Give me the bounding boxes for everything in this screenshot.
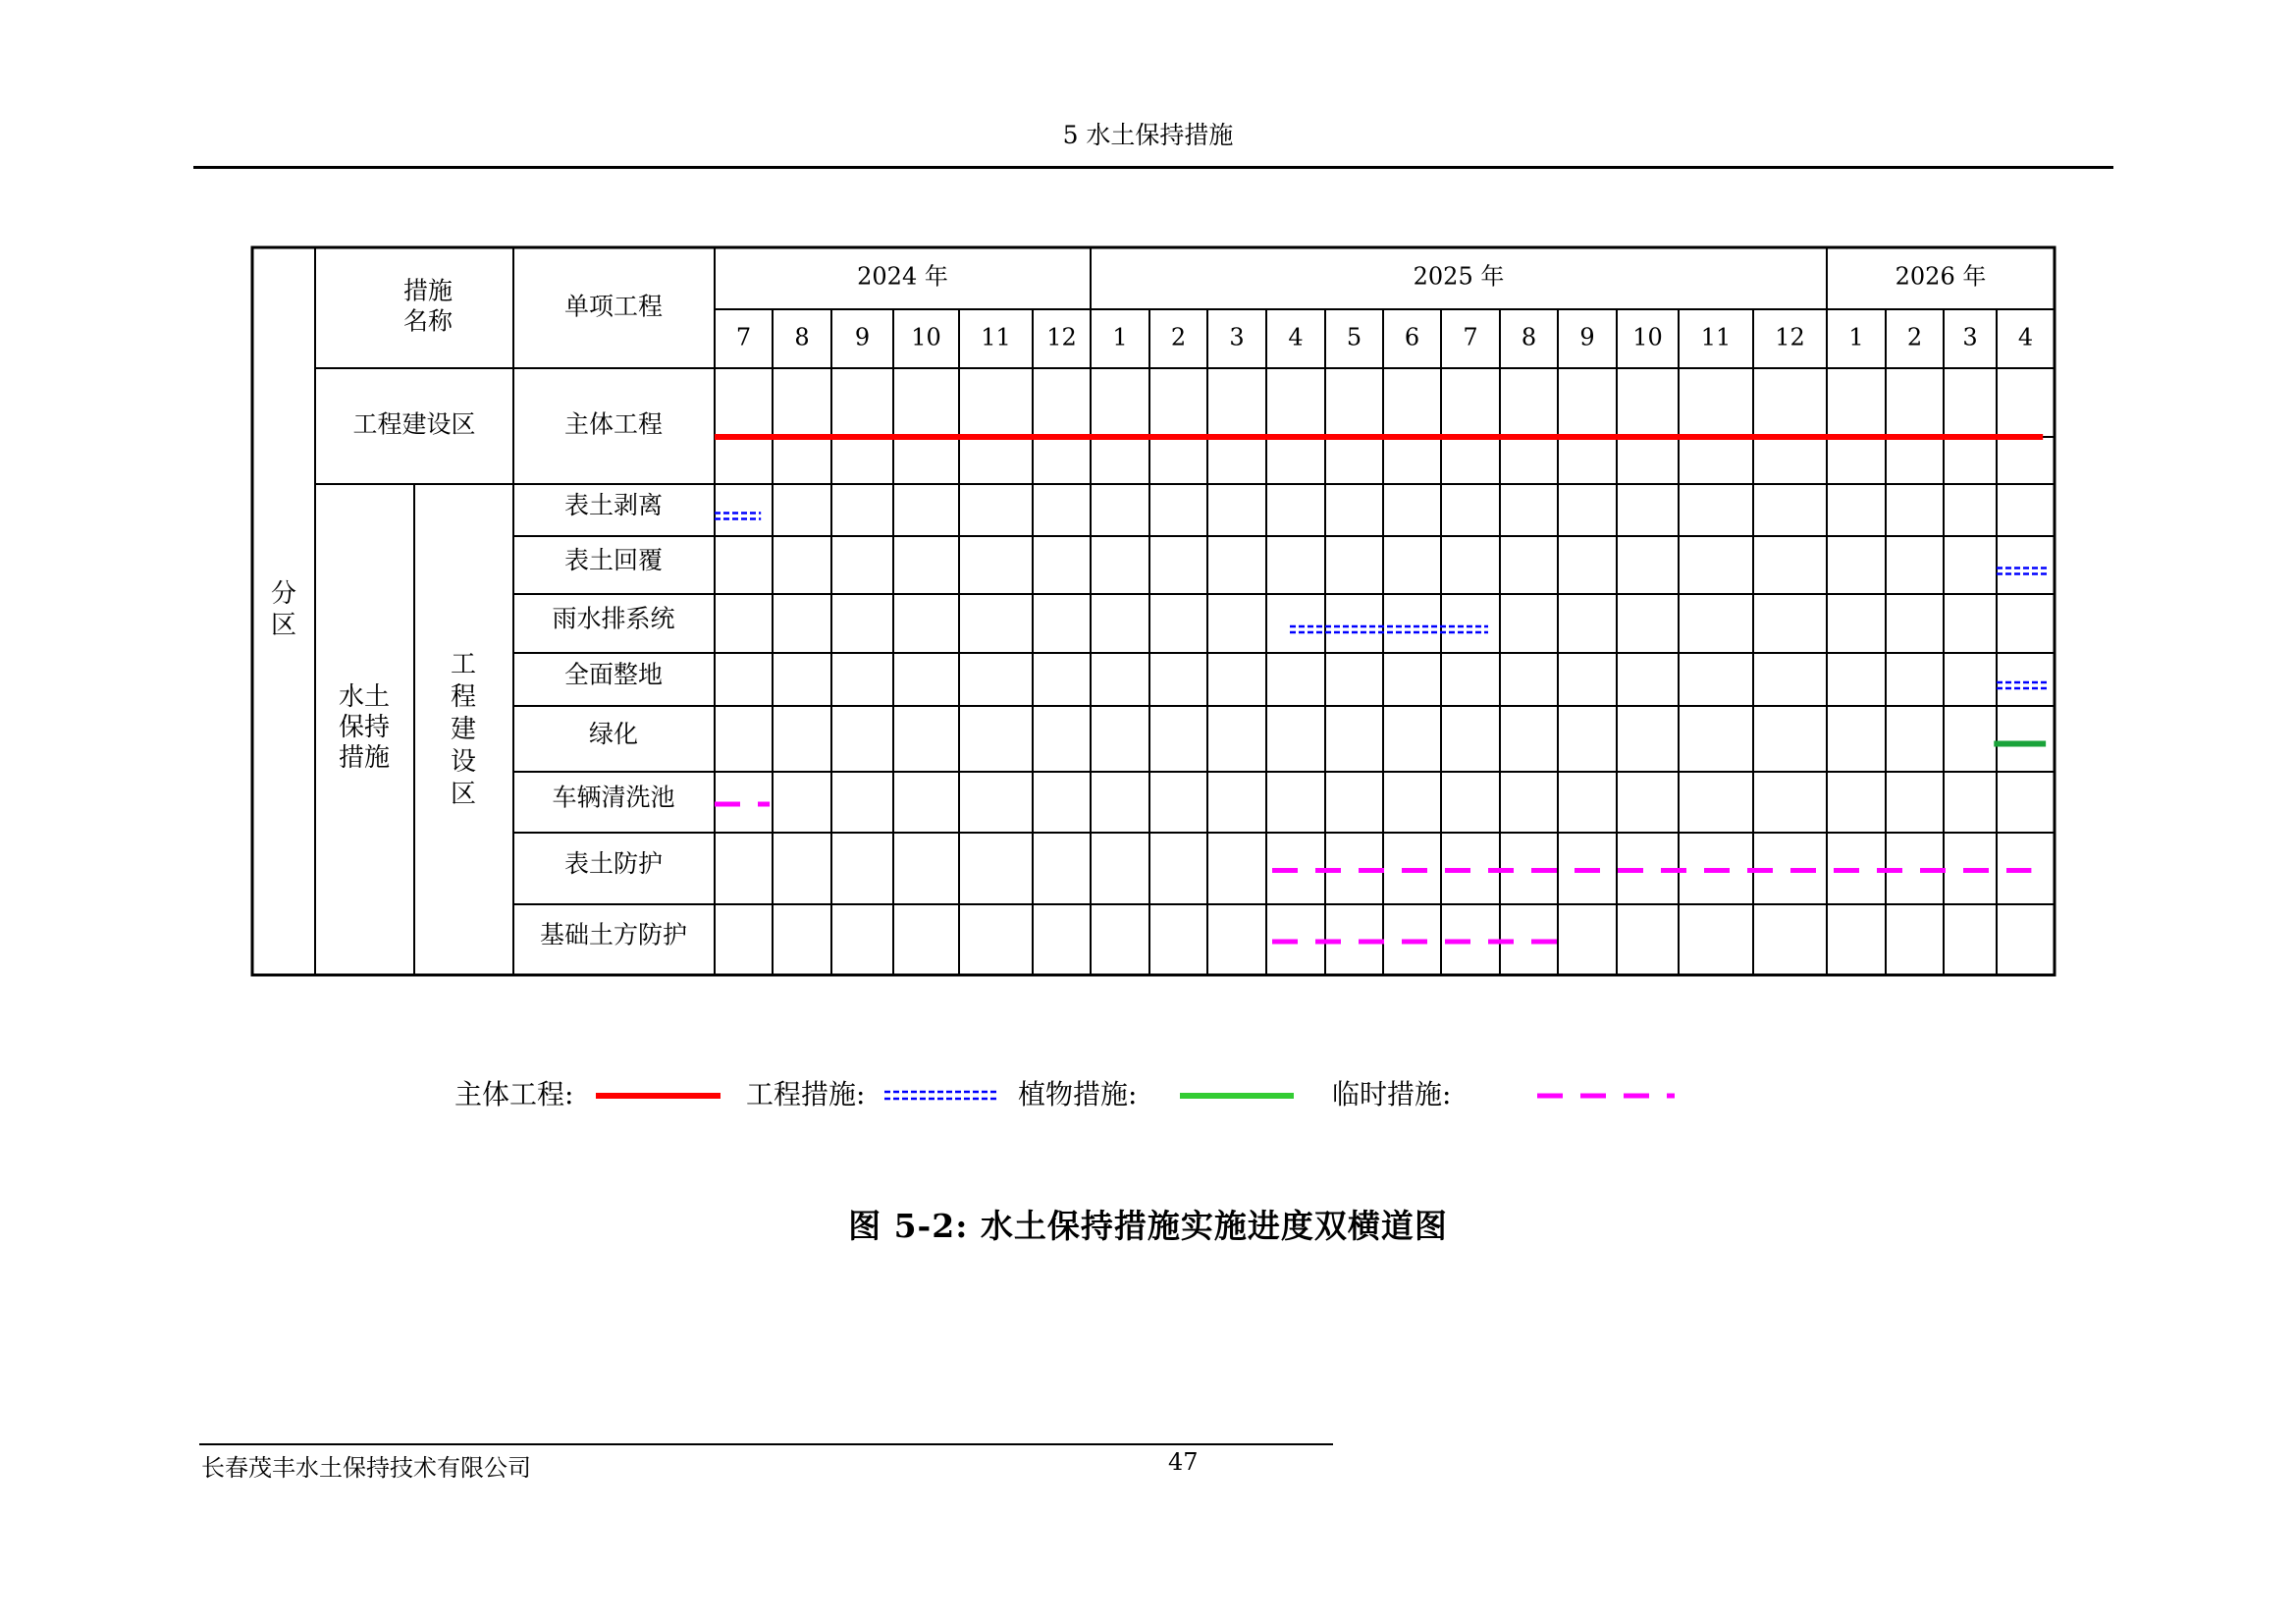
month-label: 11 (1700, 323, 1732, 352)
month-label: 7 (1463, 323, 1478, 352)
month-label: 3 (1229, 323, 1245, 352)
year-label: 2025 年 (1413, 262, 1505, 291)
month-label: 8 (1521, 323, 1537, 352)
month-label: 1 (1112, 323, 1128, 352)
month-label: 7 (735, 323, 752, 352)
month-label: 11 (981, 323, 1011, 352)
header-measure-name: 措施 (402, 276, 454, 305)
header-measure-name: 名称 (402, 306, 454, 336)
year-label: 2026 年 (1895, 262, 1987, 291)
month-label: 8 (794, 323, 810, 352)
header-item: 单项工程 (563, 292, 664, 321)
row-label: 全面整地 (563, 660, 664, 689)
row-label: 主体工程 (563, 409, 664, 439)
month-label: 5 (1346, 323, 1362, 352)
month-label: 12 (1046, 323, 1077, 352)
group-swc-zone-label: 程 (450, 682, 477, 712)
figure-caption: 图 5-2: 水土保持措施实施进度双横道图 (848, 1207, 1448, 1245)
row-label: 雨水排系统 (552, 604, 675, 633)
month-label: 12 (1775, 323, 1805, 352)
footer-company: 长春茂丰水土保持技术有限公司 (201, 1454, 531, 1482)
group-swc-label: 水土 (338, 682, 391, 712)
month-label: 4 (2017, 323, 2034, 352)
month-label: 10 (911, 323, 941, 352)
row-label: 表土回覆 (563, 546, 664, 574)
month-label: 2 (1170, 323, 1187, 352)
month-label: 4 (1288, 323, 1304, 352)
month-label: 6 (1404, 323, 1420, 352)
legend-engineering-label: 工程措施: (746, 1078, 866, 1110)
zone-label: 分 (270, 579, 297, 609)
month-label: 10 (1632, 323, 1663, 352)
month-label: 1 (1848, 323, 1864, 352)
month-label: 9 (1579, 323, 1595, 352)
zone-label: 区 (270, 611, 297, 640)
group-swc-zone-label: 区 (450, 780, 477, 809)
group-swc-label: 措施 (338, 743, 391, 773)
legend-main-label: 主体工程: (454, 1078, 574, 1110)
row-label: 基础土方防护 (539, 920, 688, 949)
group-swc-zone-label: 工 (450, 650, 477, 679)
row-label: 车辆清洗池 (552, 783, 675, 812)
page-header-title: 5 水土保持措施 (1062, 121, 1234, 149)
month-label: 3 (1962, 323, 1978, 352)
row-label: 表土防护 (563, 849, 664, 878)
footer-rule (199, 1443, 1333, 1445)
legend-vegetation-label: 植物措施: (1018, 1078, 1138, 1110)
row-label: 表土剥离 (563, 491, 664, 519)
row-label: 绿化 (588, 720, 639, 748)
month-label: 2 (1906, 323, 1923, 352)
group-main-label: 工程建设区 (352, 409, 476, 439)
table-border (252, 247, 2055, 975)
group-swc-zone-label: 设 (450, 747, 477, 777)
group-swc-label: 保持 (338, 713, 391, 742)
year-label: 2024 年 (857, 262, 948, 291)
group-swc-zone-label: 建 (450, 715, 477, 744)
legend-temporary-label: 临时措施: (1332, 1078, 1452, 1110)
footer-page-number: 47 (1168, 1448, 1199, 1476)
month-label: 9 (854, 323, 871, 352)
